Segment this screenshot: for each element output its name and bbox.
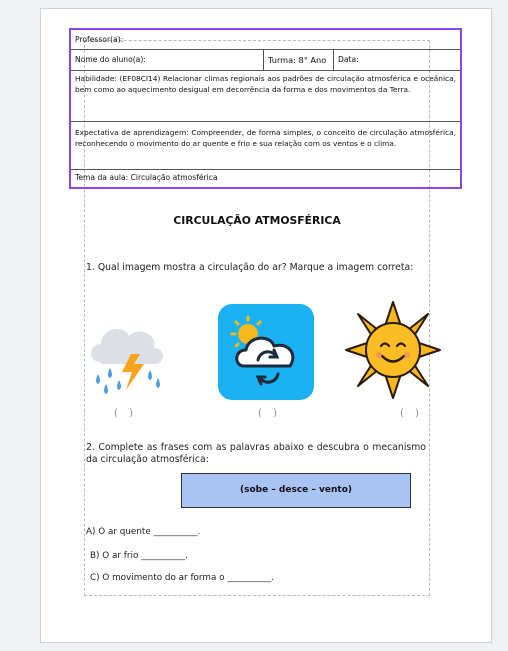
expectation-text: Expectativa de aprendizagem: Compreender, de forma simples, o conceito de circulação atmosférica, reconhecendo o movimento do ar quente e frio e sua relação com os ventos e o clima.: [75, 128, 456, 148]
smiling-sun-icon: [344, 300, 442, 400]
teacher-row: [71, 30, 460, 50]
activity-title: CIRCULAÇÃO ATMOSFÉRICA: [173, 214, 341, 227]
header-table: [69, 28, 462, 189]
teacher-label: Professor(a):: [75, 35, 124, 44]
date-label: Data:: [333, 50, 462, 70]
question-1: 1. Qual imagem mostra a circulação do ar? Marque a imagem correta:: [86, 262, 414, 273]
storm-cloud-icon: [86, 314, 172, 398]
student-row: [71, 50, 460, 71]
expectation-row: [71, 122, 460, 170]
student-label: Nome do aluno(a):: [75, 55, 146, 64]
skill-row: [71, 71, 460, 122]
choice-1[interactable]: ( ): [114, 408, 137, 419]
choice-2[interactable]: ( ): [258, 408, 281, 419]
sentence-a: A) O ar quente __________.: [86, 527, 201, 537]
word-bank: (sobe – desce – vento): [181, 473, 411, 508]
question-2: 2. Complete as frases com as palavras abaixo e descubra o mecanismo da circulação atmosférica:: [86, 442, 426, 465]
topic-text: Tema da aula: Circulação atmosférica: [75, 173, 218, 182]
topic-row: [71, 170, 460, 187]
choice-3[interactable]: ( ): [400, 408, 423, 419]
sentence-b: B) O ar frio __________.: [90, 551, 188, 561]
air-circulation-icon: [218, 304, 314, 400]
skill-text: Habilidade: (EF08CI14) Relacionar climas regionais aos padrões de circulação atmosférica e oceânica, bem como ao aquecimento desigual em decorrência da forma e dos movimentos da Terra.: [75, 74, 456, 94]
class-label: Turma: 8° Ano: [263, 50, 333, 70]
sentence-c: C) O movimento do ar forma o __________.: [90, 573, 275, 583]
